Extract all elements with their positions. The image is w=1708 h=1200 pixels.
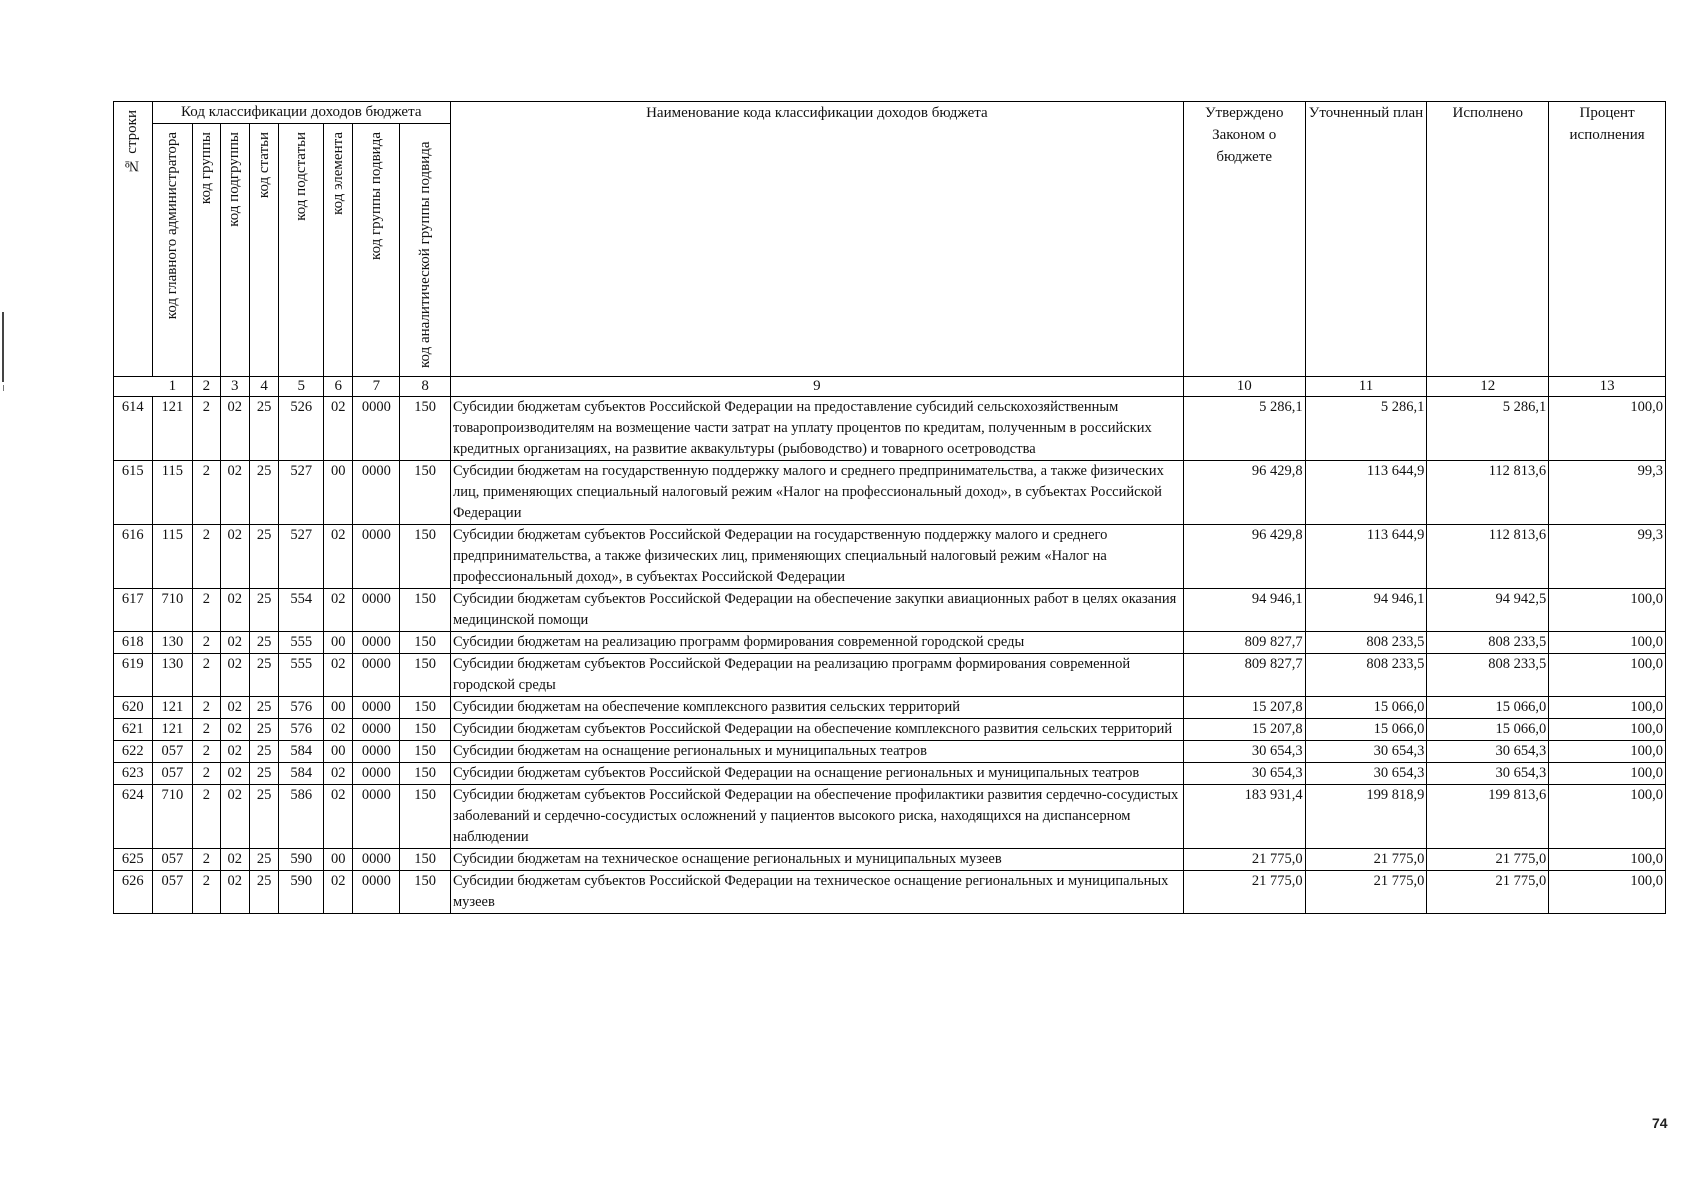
cell-refined-plan-amount: 199 818,9 [1305,785,1427,849]
cell-refined-plan-amount: 30 654,3 [1305,741,1427,763]
cell-executed-amount: 808 233,5 [1427,654,1549,697]
cell-executed-amount: 21 775,0 [1427,849,1549,871]
cell-row-number: 616 [114,525,153,589]
header-code-group-col: код группы [193,124,220,377]
cell-code-subarticle: 586 [279,785,324,849]
cell-code-group: 2 [193,871,220,914]
column-number-row [114,377,1666,397]
cell-row-number: 622 [114,741,153,763]
cell-refined-plan-amount: 5 286,1 [1305,397,1427,461]
cell-refined-plan-amount: 113 644,9 [1305,461,1427,525]
header-executed: Исполнено [1427,102,1549,377]
cell-executed-amount: 30 654,3 [1427,763,1549,785]
cell-code-element: 00 [324,741,353,763]
cell-percent-executed: 100,0 [1549,397,1666,461]
cell-revenue-name: Субсидии бюджетам субъектов Российской Федерации на оснащение региональных и муниципальных театров [450,763,1183,785]
cell-code-subgroup: 02 [220,719,249,741]
cell-code-admin: 710 [152,589,193,632]
cell-code-element: 02 [324,397,353,461]
cell-percent-executed: 99,3 [1549,525,1666,589]
cell-row-number: 625 [114,849,153,871]
table-row [114,525,1666,589]
cell-approved-amount: 30 654,3 [1183,741,1305,763]
cell-approved-amount: 809 827,7 [1183,632,1305,654]
cell-row-number: 618 [114,632,153,654]
cell-code-article: 25 [249,741,278,763]
cell-code-element: 02 [324,525,353,589]
cell-revenue-name: Субсидии бюджетам на техническое оснащение региональных и муниципальных музеев [450,849,1183,871]
cell-code-subgroup: 02 [220,763,249,785]
cell-executed-amount: 112 813,6 [1427,461,1549,525]
cell-code-article: 25 [249,871,278,914]
cell-code-element: 00 [324,632,353,654]
cell-code-element: 00 [324,461,353,525]
cell-row-number: 614 [114,397,153,461]
header-code-analytic-group: код аналитической группы подвида [400,124,451,377]
cell-approved-amount: 30 654,3 [1183,763,1305,785]
cell-percent-executed: 100,0 [1549,697,1666,719]
cell-code-admin: 121 [152,697,193,719]
cell-code-subarticle: 555 [279,632,324,654]
cell-code-subgroup: 02 [220,697,249,719]
cell-refined-plan-amount: 21 775,0 [1305,871,1427,914]
cell-percent-executed: 100,0 [1549,719,1666,741]
cell-code-admin: 057 [152,871,193,914]
cell-refined-plan-amount: 113 644,9 [1305,525,1427,589]
cell-code-analytic-group: 150 [400,589,451,632]
header-code-article: код статьи [249,124,278,377]
cell-code-subgroup: 02 [220,741,249,763]
cell-code-group: 2 [193,525,220,589]
cell-approved-amount: 96 429,8 [1183,525,1305,589]
cell-refined-plan-amount: 94 946,1 [1305,589,1427,632]
cell-executed-amount: 5 286,1 [1427,397,1549,461]
table-header [114,102,1666,377]
cell-revenue-name: Субсидии бюджетам субъектов Российской Федерации на обеспечение профилактики развития сердечно-сосудистых заболеваний и сердечно-сосудистых осложнений у пациентов высокого риска, находящихся на диспансерном наблюдении [450,785,1183,849]
cell-refined-plan-amount: 30 654,3 [1305,763,1427,785]
cell-code-admin: 121 [152,397,193,461]
cell-code-subarticle: 590 [279,849,324,871]
cell-code-subarticle: 527 [279,461,324,525]
cell-code-subgroup: 02 [220,654,249,697]
cell-code-admin: 710 [152,785,193,849]
cell-code-admin: 121 [152,719,193,741]
column-number-cell: 7 [353,377,400,397]
cell-percent-executed: 100,0 [1549,871,1666,914]
cell-refined-plan-amount: 15 066,0 [1305,697,1427,719]
cell-code-analytic-group: 150 [400,849,451,871]
cell-revenue-name: Субсидии бюджетам субъектов Российской Федерации на предоставление субсидий сельскохозяйственным товаропроизводителям на возмещение части затрат на уплату процентов по кредитам, полученным в российских кредитных организациях, на развитие аквакультуры (рыбоводство) и товарного осетроводства [450,397,1183,461]
table-row [114,785,1666,849]
header-percent: Процент исполнения [1549,102,1666,377]
cell-approved-amount: 94 946,1 [1183,589,1305,632]
cell-percent-executed: 100,0 [1549,849,1666,871]
cell-code-admin: 130 [152,654,193,697]
table-row [114,719,1666,741]
cell-code-element: 00 [324,849,353,871]
cell-approved-amount: 21 775,0 [1183,871,1305,914]
cell-executed-amount: 112 813,6 [1427,525,1549,589]
cell-code-subtype-group: 0000 [353,719,400,741]
cell-code-analytic-group: 150 [400,525,451,589]
cell-revenue-name: Субсидии бюджетам субъектов Российской Федерации на техническое оснащение региональных и муниципальных музеев [450,871,1183,914]
cell-approved-amount: 21 775,0 [1183,849,1305,871]
cell-code-analytic-group: 150 [400,697,451,719]
page-number: 74 [1652,1115,1668,1131]
cell-percent-executed: 99,3 [1549,461,1666,525]
cell-code-article: 25 [249,785,278,849]
cell-row-number: 620 [114,697,153,719]
cell-code-article: 25 [249,589,278,632]
column-number-cell: 1 [152,377,193,397]
cell-code-subtype-group: 0000 [353,849,400,871]
cell-code-subgroup: 02 [220,525,249,589]
cell-code-analytic-group: 150 [400,461,451,525]
cell-code-article: 25 [249,654,278,697]
cell-refined-plan-amount: 15 066,0 [1305,719,1427,741]
header-approved: Утверждено Законом о бюджете [1183,102,1305,377]
cell-code-admin: 057 [152,849,193,871]
cell-revenue-name: Субсидии бюджетам субъектов Российской Федерации на обеспечение комплексного развития сельских территорий [450,719,1183,741]
cell-code-article: 25 [249,461,278,525]
cell-code-group: 2 [193,741,220,763]
table-row [114,849,1666,871]
cell-code-subgroup: 02 [220,461,249,525]
cell-code-article: 25 [249,697,278,719]
cell-code-subgroup: 02 [220,871,249,914]
column-number-cell: 11 [1305,377,1427,397]
cell-row-number: 621 [114,719,153,741]
cell-percent-executed: 100,0 [1549,632,1666,654]
cell-code-analytic-group: 150 [400,785,451,849]
cell-approved-amount: 183 931,4 [1183,785,1305,849]
cell-approved-amount: 15 207,8 [1183,719,1305,741]
table-body [114,377,1666,914]
cell-code-admin: 057 [152,763,193,785]
cell-code-subarticle: 555 [279,654,324,697]
cell-code-article: 25 [249,719,278,741]
column-number-cell: 4 [249,377,278,397]
column-number-cell: 12 [1427,377,1549,397]
column-number-cell: 9 [450,377,1183,397]
cell-row-number: 617 [114,589,153,632]
cell-code-subtype-group: 0000 [353,632,400,654]
column-number-cell: 8 [400,377,451,397]
cell-code-subtype-group: 0000 [353,741,400,763]
cell-revenue-name: Субсидии бюджетам на реализацию программ формирования современной городской среды [450,632,1183,654]
cell-code-article: 25 [249,525,278,589]
cell-executed-amount: 21 775,0 [1427,871,1549,914]
header-row-number [114,102,153,377]
cell-code-subtype-group: 0000 [353,397,400,461]
cell-code-element: 02 [324,785,353,849]
cell-code-subtype-group: 0000 [353,763,400,785]
cell-code-element: 02 [324,719,353,741]
table-row [114,741,1666,763]
cell-revenue-name: Субсидии бюджетам субъектов Российской Федерации на реализацию программ формирования современной городской среды [450,654,1183,697]
cell-approved-amount: 15 207,8 [1183,697,1305,719]
cell-code-subtype-group: 0000 [353,589,400,632]
cell-revenue-name: Субсидии бюджетам на обеспечение комплексного развития сельских территорий [450,697,1183,719]
cell-percent-executed: 100,0 [1549,785,1666,849]
cell-code-group: 2 [193,785,220,849]
cell-code-group: 2 [193,397,220,461]
cell-code-subarticle: 584 [279,763,324,785]
cell-code-element: 02 [324,589,353,632]
cell-percent-executed: 100,0 [1549,763,1666,785]
cell-code-admin: 115 [152,461,193,525]
cell-executed-amount: 94 942,5 [1427,589,1549,632]
cell-code-subtype-group: 0000 [353,525,400,589]
cell-code-subarticle: 576 [279,719,324,741]
cell-code-subgroup: 02 [220,632,249,654]
cell-code-subarticle: 576 [279,697,324,719]
cell-refined-plan-amount: 808 233,5 [1305,632,1427,654]
cell-code-analytic-group: 150 [400,719,451,741]
column-number-cell: 2 [193,377,220,397]
header-refined-plan: Уточненный план [1305,102,1427,377]
cell-code-analytic-group: 150 [400,654,451,697]
cell-executed-amount: 30 654,3 [1427,741,1549,763]
cell-code-subarticle: 527 [279,525,324,589]
cell-code-group: 2 [193,719,220,741]
cell-code-subtype-group: 0000 [353,785,400,849]
table-row [114,871,1666,914]
cell-revenue-name: Субсидии бюджетам субъектов Российской Федерации на государственную поддержку малого и среднего предпринимательства, а также физических лиц, применяющих специальный налоговый режим «Налог на профессиональный доход», в субъектах Российской Федерации [450,525,1183,589]
cell-approved-amount: 5 286,1 [1183,397,1305,461]
table-row [114,763,1666,785]
cell-code-subarticle: 526 [279,397,324,461]
cell-code-group: 2 [193,589,220,632]
header-code-element: код элемента [324,124,353,377]
cell-code-article: 25 [249,397,278,461]
table-row [114,654,1666,697]
cell-executed-amount: 199 813,6 [1427,785,1549,849]
cell-code-analytic-group: 150 [400,871,451,914]
cell-percent-executed: 100,0 [1549,741,1666,763]
cell-code-group: 2 [193,849,220,871]
cell-code-analytic-group: 150 [400,763,451,785]
cell-refined-plan-amount: 808 233,5 [1305,654,1427,697]
cell-code-admin: 130 [152,632,193,654]
budget-revenue-table [113,101,1666,914]
cell-executed-amount: 808 233,5 [1427,632,1549,654]
column-number-cell: 3 [220,377,249,397]
cell-code-subgroup: 02 [220,849,249,871]
cell-code-subtype-group: 0000 [353,697,400,719]
table-row [114,589,1666,632]
scan-edge-dots [3,385,4,391]
scan-edge-mark [2,312,4,382]
cell-code-group: 2 [193,697,220,719]
header-row-number-label: № строки [124,110,141,174]
cell-row-number: 624 [114,785,153,849]
header-code-admin: код главного администратора [152,124,193,377]
header-code-subtype-group: код группы подвида [353,124,400,377]
cell-revenue-name: Субсидии бюджетам на оснащение региональных и муниципальных театров [450,741,1183,763]
column-number-cell: 10 [1183,377,1305,397]
cell-executed-amount: 15 066,0 [1427,697,1549,719]
header-code-group: Код классификации доходов бюджета [152,102,450,124]
table-row [114,461,1666,525]
column-number-cell: 6 [324,377,353,397]
header-code-subgroup: код подгруппы [220,124,249,377]
cell-code-article: 25 [249,763,278,785]
cell-code-subtype-group: 0000 [353,654,400,697]
table-row [114,397,1666,461]
cell-percent-executed: 100,0 [1549,589,1666,632]
cell-code-group: 2 [193,654,220,697]
cell-code-analytic-group: 150 [400,397,451,461]
cell-code-element: 02 [324,654,353,697]
cell-percent-executed: 100,0 [1549,654,1666,697]
column-number-cell: 5 [279,377,324,397]
table-row [114,632,1666,654]
cell-code-subarticle: 554 [279,589,324,632]
cell-approved-amount: 809 827,7 [1183,654,1305,697]
cell-code-admin: 057 [152,741,193,763]
cell-code-analytic-group: 150 [400,632,451,654]
cell-code-analytic-group: 150 [400,741,451,763]
cell-code-group: 2 [193,461,220,525]
cell-code-subgroup: 02 [220,589,249,632]
header-code-subarticle: код подстатьи [279,124,324,377]
table-row [114,697,1666,719]
cell-code-article: 25 [249,632,278,654]
cell-row-number: 615 [114,461,153,525]
cell-code-element: 02 [324,871,353,914]
cell-code-subgroup: 02 [220,397,249,461]
column-number-cell: 13 [1549,377,1666,397]
cell-code-subtype-group: 0000 [353,461,400,525]
cell-row-number: 623 [114,763,153,785]
cell-revenue-name: Субсидии бюджетам субъектов Российской Федерации на обеспечение закупки авиационных работ в целях оказания медицинской помощи [450,589,1183,632]
cell-approved-amount: 96 429,8 [1183,461,1305,525]
cell-refined-plan-amount: 21 775,0 [1305,849,1427,871]
cell-row-number: 626 [114,871,153,914]
cell-revenue-name: Субсидии бюджетам на государственную поддержку малого и среднего предпринимательства, а также физических лиц, применяющих специальный налоговый режим «Налог на профессиональный доход», в субъектах Российской Федерации [450,461,1183,525]
cell-code-element: 02 [324,763,353,785]
column-number-cell [114,377,153,397]
cell-code-group: 2 [193,763,220,785]
cell-code-group: 2 [193,632,220,654]
cell-row-number: 619 [114,654,153,697]
cell-code-article: 25 [249,849,278,871]
cell-code-subarticle: 590 [279,871,324,914]
cell-code-subtype-group: 0000 [353,871,400,914]
cell-code-subgroup: 02 [220,785,249,849]
cell-code-admin: 115 [152,525,193,589]
cell-executed-amount: 15 066,0 [1427,719,1549,741]
cell-code-subarticle: 584 [279,741,324,763]
cell-code-element: 00 [324,697,353,719]
header-name: Наименование кода классификации доходов бюджета [450,102,1183,377]
